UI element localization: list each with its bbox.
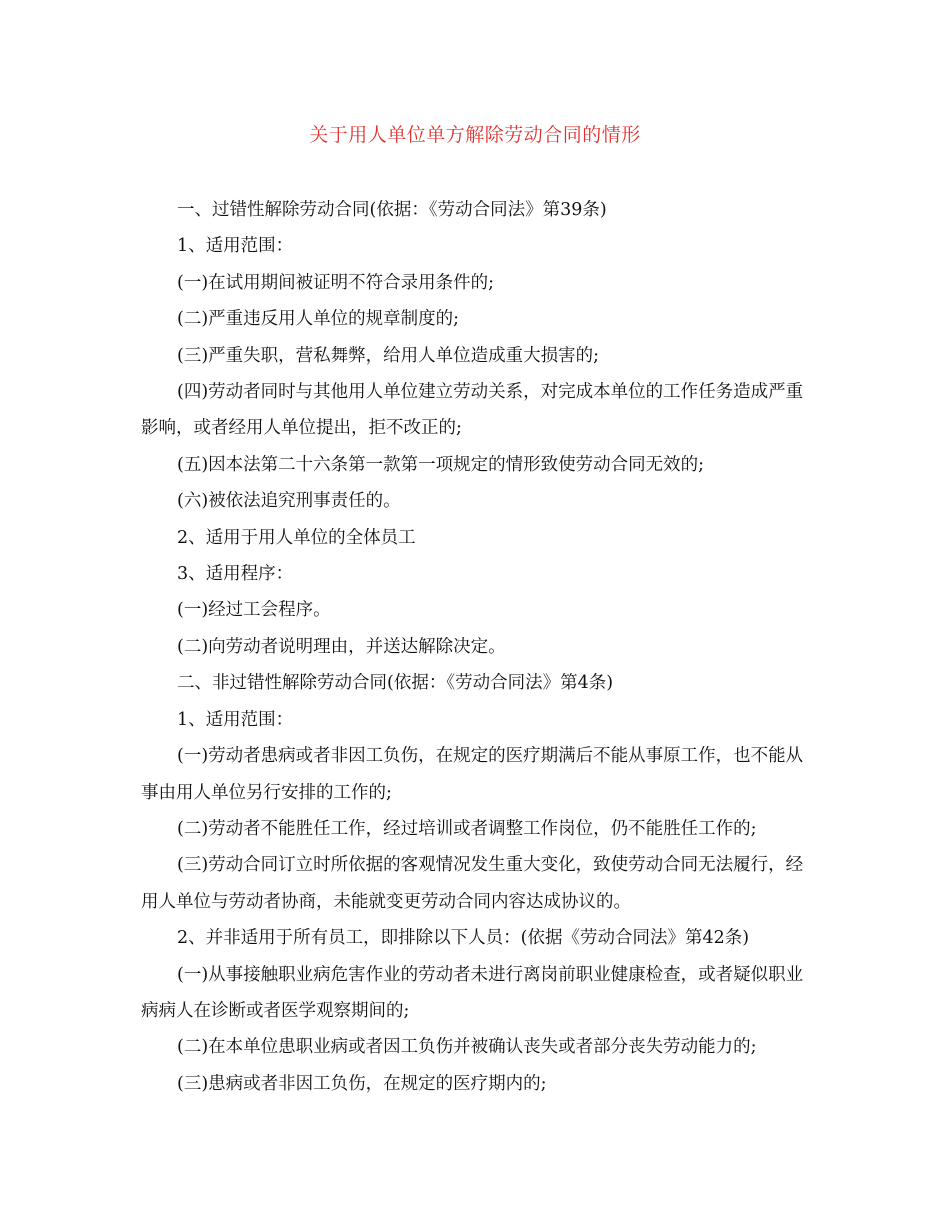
- paragraph: (一)劳动者患病或者非因工负伤，在规定的医疗期满后不能从事原工作，也不能从事由用人单位另行安排的工作的;: [141, 746, 804, 803]
- paragraph: (三)严重失职，营私舞弊，给用人单位造成重大损害的;: [177, 345, 600, 366]
- paragraph: 1、适用范围：: [177, 236, 294, 257]
- paragraph: (二)向劳动者说明理由，并送达解除决定。: [177, 636, 506, 657]
- paragraph: (四)劳动者同时与其他用人单位建立劳动关系，对完成本单位的工作任务造成严重影响，或者经用人单位提出，拒不改正的;: [141, 382, 804, 439]
- paragraph: (五)因本法第二十六条第一款第一项规定的情形致使劳动合同无效的;: [177, 454, 705, 475]
- paragraph: (二)劳动者不能胜任工作，经过培训或者调整工作岗位，仍不能胜任工作的;: [177, 818, 757, 839]
- paragraph: (三)患病或者非因工负伤，在规定的医疗期内的;: [177, 1073, 547, 1094]
- paragraph: 2、并非适用于所有员工，即排除以下人员：(依据《劳动合同法》第42条): [177, 928, 750, 949]
- document-body: [141, 192, 813, 1102]
- paragraph: (一)经过工会程序。: [177, 600, 331, 621]
- paragraph: (二)在本单位患职业病或者因工负伤并被确认丧失或者部分丧失劳动能力的;: [177, 1037, 757, 1058]
- paragraph: 3、适用程序：: [177, 564, 294, 585]
- paragraph: (一)在试用期间被证明不符合录用条件的;: [177, 272, 495, 293]
- paragraph: 一、过错性解除劳动合同(依据：《劳动合同法》第39条): [177, 200, 607, 220]
- paragraph: 2、适用于用人单位的全体员工: [177, 527, 416, 548]
- paragraph: 二、非过错性解除劳动合同(依据：《劳动合同法》第4条): [177, 673, 614, 694]
- paragraph: (三)劳动合同订立时所依据的客观情况发生重大变化，致使劳动合同无法履行，经用人单位与劳动者协商，未能就变更劳动合同内容达成协议的。: [141, 855, 804, 912]
- paragraph: (二)严重违反用人单位的规章制度的;: [177, 309, 460, 330]
- paragraph: (六)被依法追究刑事责任的。: [177, 491, 401, 512]
- paragraph: 1、适用范围：: [177, 709, 294, 730]
- document-title: 关于用人单位单方解除劳动合同的情形: [309, 124, 641, 146]
- paragraph: (一)从事接触职业病危害作业的劳动者未进行离岗前职业健康检查，或者疑似职业病病人在诊断或者医学观察期间的;: [141, 964, 804, 1021]
